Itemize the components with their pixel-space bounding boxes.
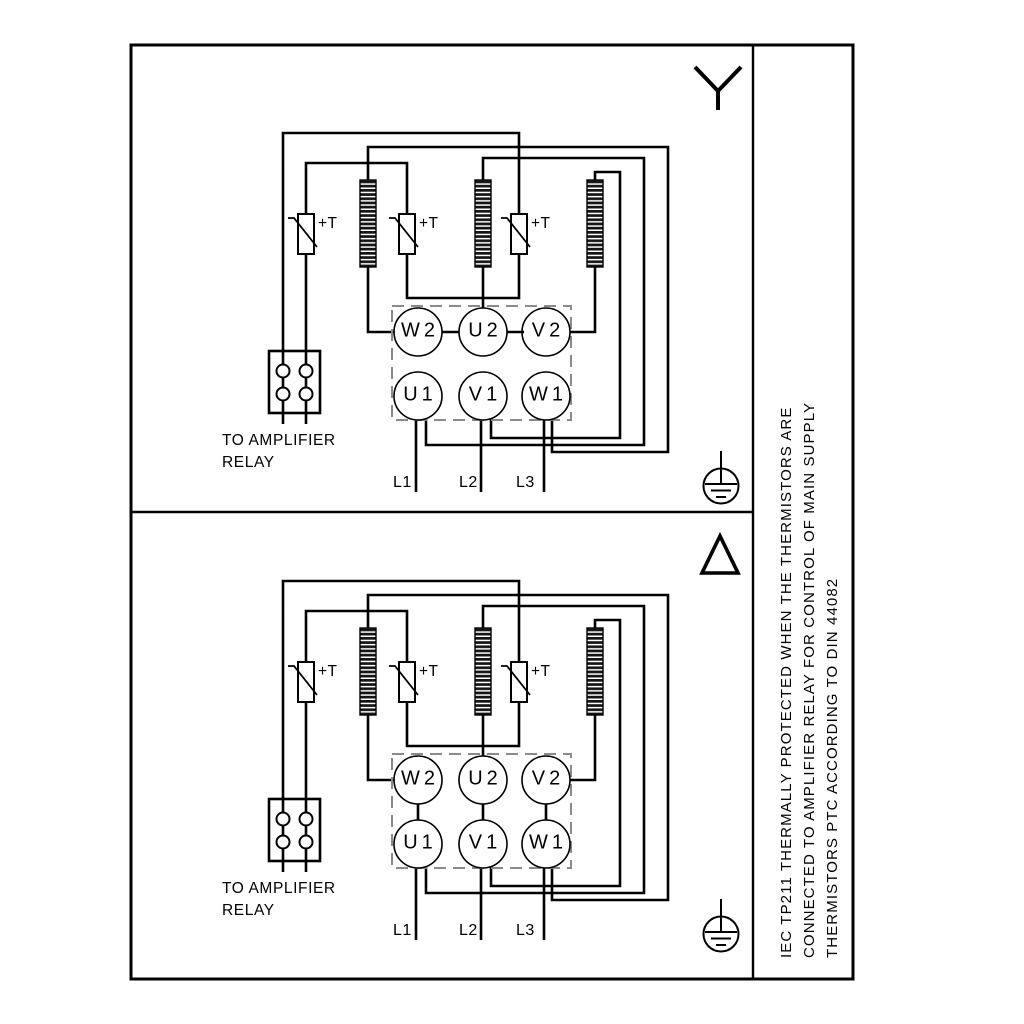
side-note <box>775 388 845 958</box>
terminal-label-u1-star: U1 <box>403 383 437 406</box>
terminal-label-v2-delta: V2 <box>531 767 565 790</box>
side-note-line1: IEC TP211 THERMALLY PROTECTED WHEN THE THERMISTORS ARE <box>778 406 795 958</box>
thermistor-label-1-delta: +T <box>318 663 338 680</box>
supply-label-l2-delta: L2 <box>459 922 478 939</box>
terminal-label-w1-delta: W1 <box>529 831 567 854</box>
side-note-line3: THERMISTORS PTC ACCORDING TO DIN 44082 <box>824 577 841 958</box>
terminal-label-v1-delta: V1 <box>468 831 502 854</box>
supply-label-l3-delta: L3 <box>516 922 535 939</box>
terminal-label-v1-star: V1 <box>468 383 502 406</box>
terminal-label-w1-star: W1 <box>529 383 567 406</box>
supply-label-l3-star: L3 <box>516 474 535 491</box>
terminal-label-u1-delta: U1 <box>403 831 437 854</box>
thermistor-label-3-delta: +T <box>531 663 551 680</box>
terminal-label-w2-star: W2 <box>401 319 439 342</box>
supply-label-l1-star: L1 <box>393 474 412 491</box>
relay-caption-line2-delta: RELAY <box>222 902 275 919</box>
relay-caption-line1-delta: TO AMPLIFIER <box>222 880 336 897</box>
star-panel-graphics <box>269 133 739 504</box>
terminal-label-u2-delta: U2 <box>468 767 502 790</box>
supply-label-l2-star: L2 <box>459 474 478 491</box>
wye-star-icon <box>695 67 741 110</box>
supply-label-l1-delta: L1 <box>393 922 412 939</box>
thermistor-label-3-star: +T <box>531 215 551 232</box>
side-note-line2: CONNECTED TO AMPLIFIER RELAY FOR CONTROL OF MAIN SUPPLY <box>801 401 818 958</box>
thermistor-label-2-delta: +T <box>419 663 439 680</box>
relay-caption-line2-star: RELAY <box>222 454 275 471</box>
delta-bridge-links <box>418 804 546 820</box>
delta-triangle-icon <box>702 536 738 573</box>
delta-panel-graphics <box>269 581 739 952</box>
relay-caption-line1-star: TO AMPLIFIER <box>222 432 336 449</box>
thermistor-label-2-star: +T <box>419 215 439 232</box>
terminal-label-u2-star: U2 <box>468 319 502 342</box>
thermistor-label-1-star: +T <box>318 215 338 232</box>
terminal-label-w2-delta: W2 <box>401 767 439 790</box>
terminal-label-v2-star: V2 <box>531 319 565 342</box>
